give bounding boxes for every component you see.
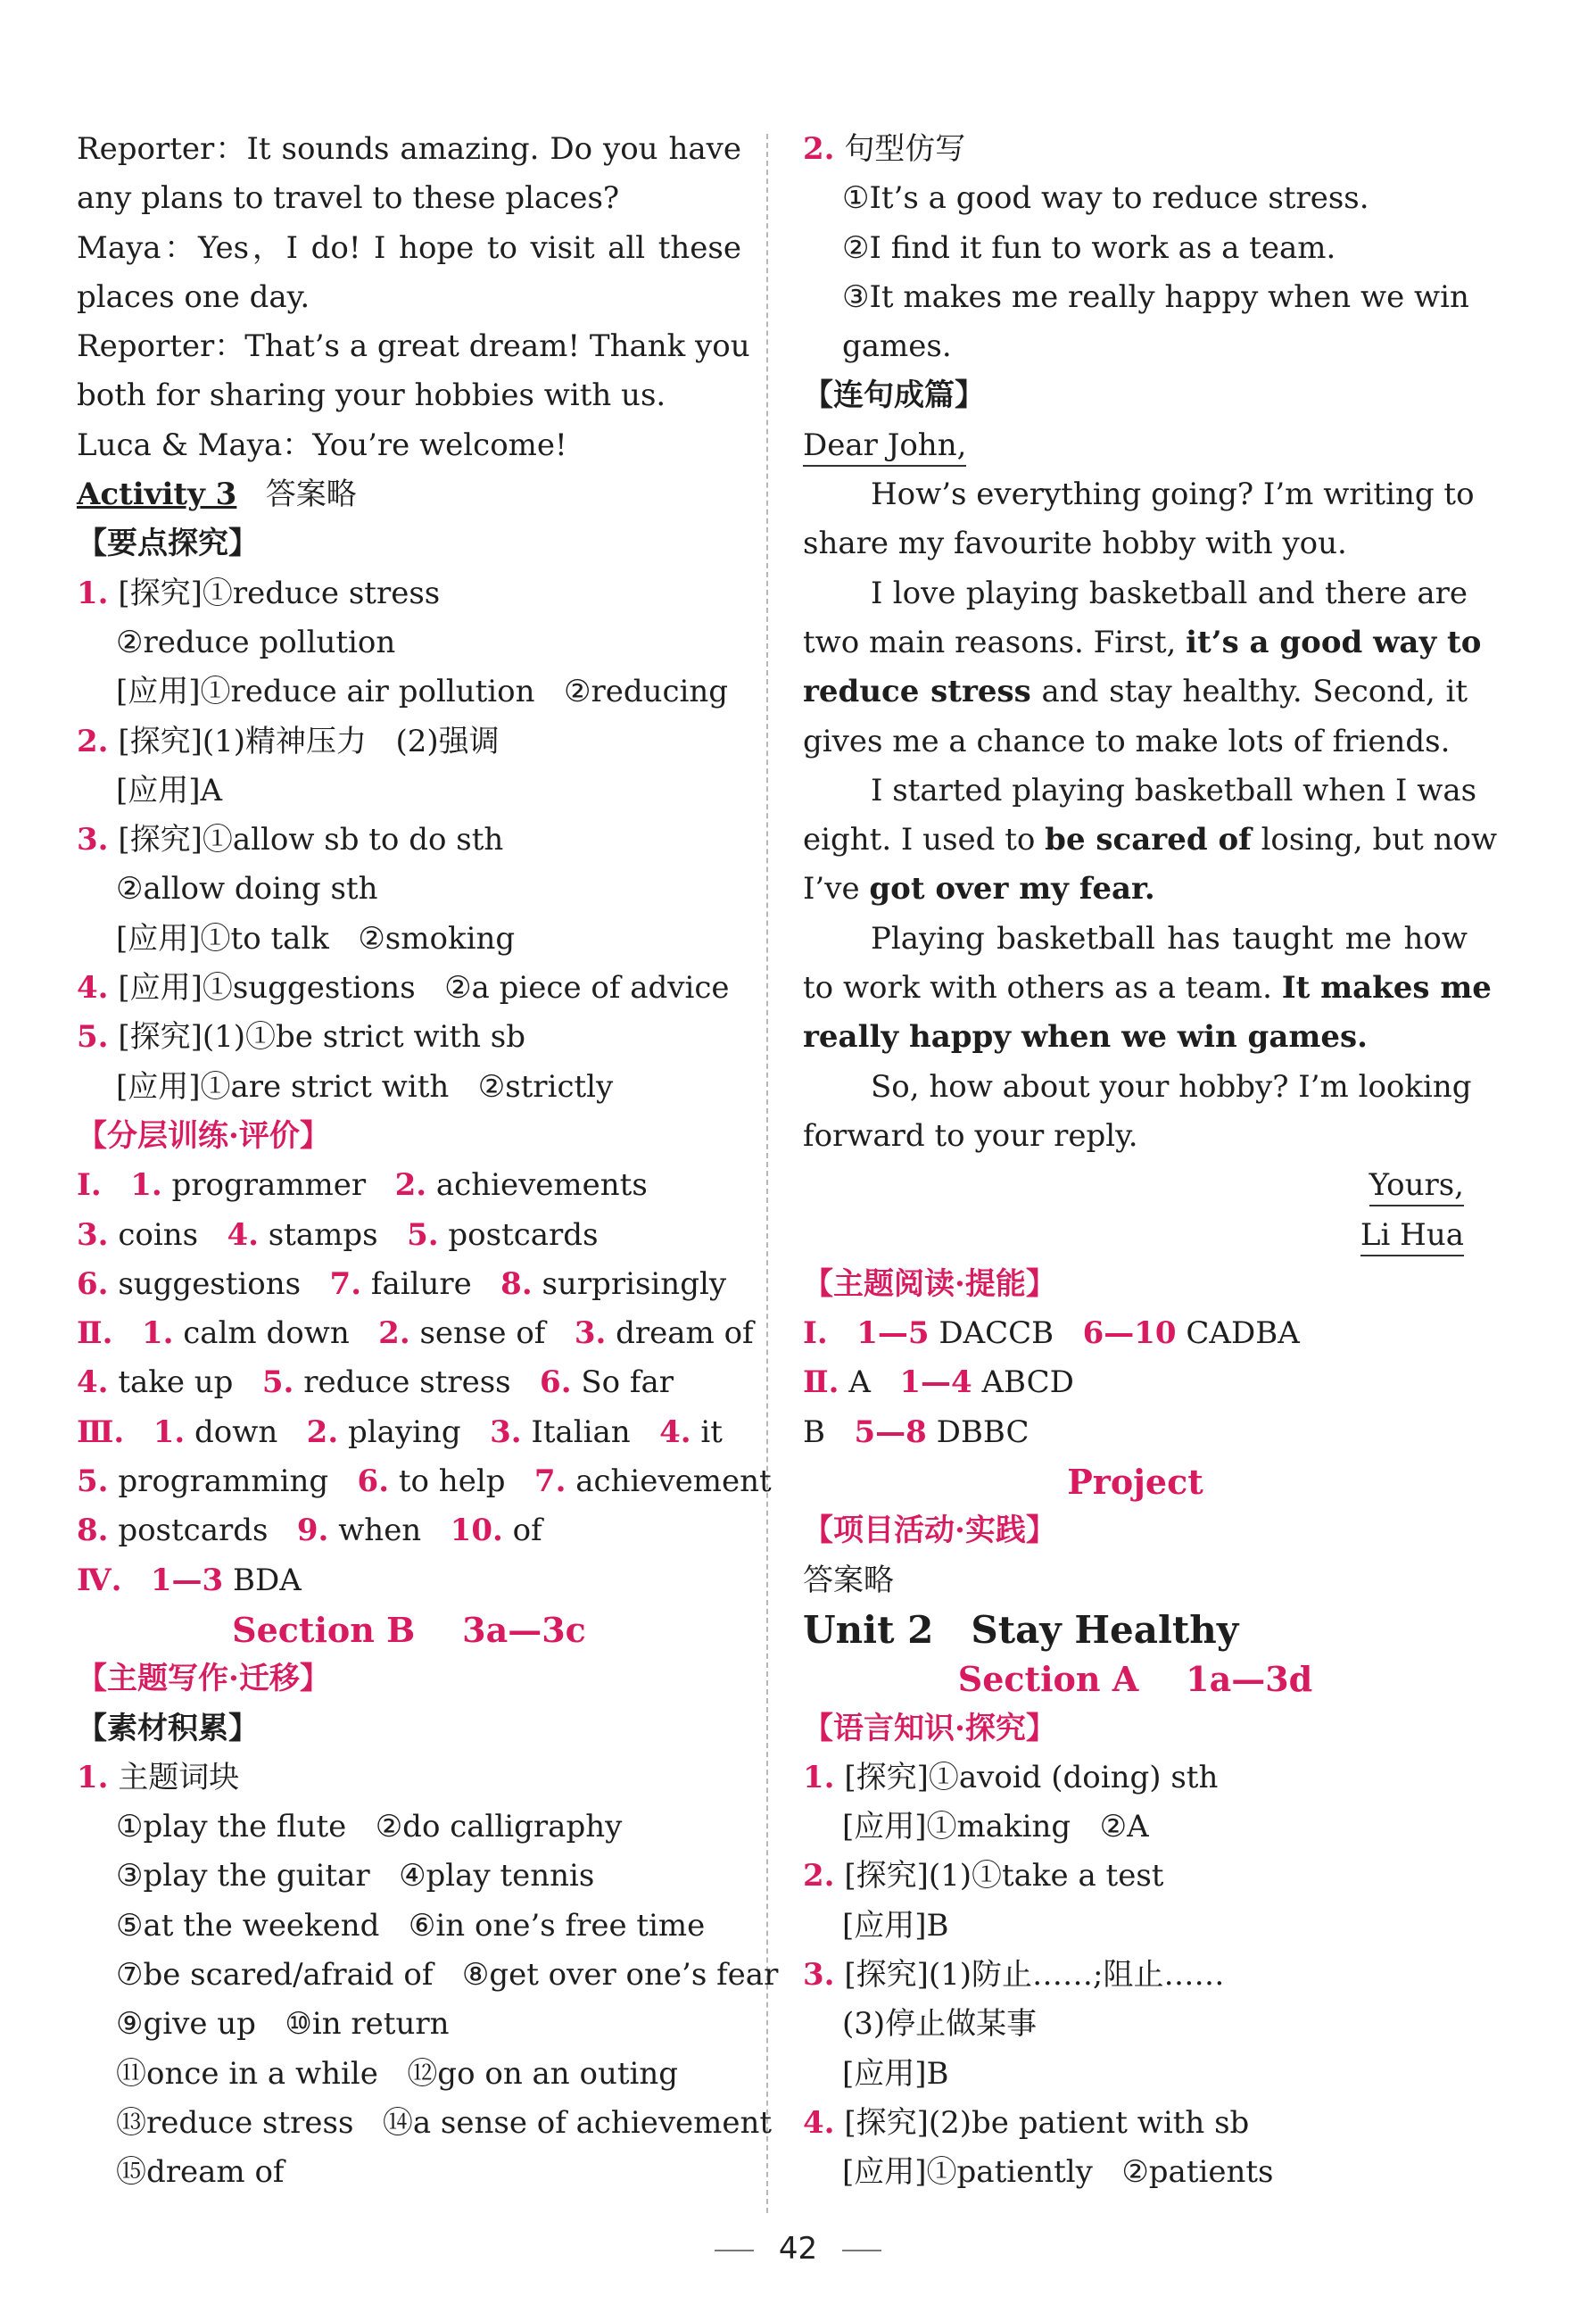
- phrase-row: [77, 2050, 741, 2099]
- phrase-item: ⑭a sense of achievement: [382, 2104, 773, 2141]
- phrase-row: [77, 2148, 741, 2197]
- answer-number: 6—10: [1082, 1315, 1177, 1352]
- imitation-line: ①It’s a good way to reduce stress.: [842, 180, 1369, 217]
- lang-text: ②patients: [1121, 2154, 1274, 2191]
- kp-text: [应用]①are strict with: [116, 1068, 450, 1105]
- answer-text: sense of: [419, 1315, 546, 1352]
- phrase-item: ⑧get over one’s fear: [461, 1956, 779, 1993]
- essay-line: forward to your reply.: [803, 1117, 1138, 1154]
- phrase-row: [77, 1852, 741, 1901]
- dialogue-line: Reporter：That’s a great dream! Thank you: [77, 328, 750, 365]
- answer-number: 10.: [450, 1513, 503, 1549]
- answer-text: achievement: [575, 1463, 772, 1500]
- essay-line: share my favourite hobby with you.: [803, 526, 1347, 562]
- answer-text: calm down: [183, 1315, 350, 1352]
- answer-text: achievements: [435, 1167, 648, 1204]
- lang-text: ②A: [1099, 1809, 1149, 1845]
- lang-item-1: [803, 1753, 1468, 1803]
- kp-item-1-c: [77, 667, 741, 717]
- answer-text: DACCB: [939, 1315, 1054, 1352]
- layered-heading: 【分层训练·评价】: [77, 1117, 330, 1154]
- reading-answer-row: [803, 1408, 1468, 1457]
- answer-text: ABCD: [981, 1364, 1074, 1401]
- item-number: 5.: [77, 1019, 109, 1056]
- phrase-item: ⑥in one’s free time: [408, 1907, 706, 1944]
- kp-item-2-c: [应用]A: [116, 772, 223, 808]
- answer-text: it: [700, 1414, 723, 1450]
- kp-text: (2)强调: [395, 723, 500, 759]
- section-a-range: 1a—3d: [1186, 1659, 1313, 1700]
- answer-text: reduce stress: [303, 1364, 511, 1401]
- essay-bold: got over my fear.: [869, 871, 1155, 908]
- essay-closing: [803, 1161, 1468, 1210]
- answer-number: 8.: [500, 1265, 533, 1302]
- footer-dash: [715, 2250, 754, 2251]
- material-heading: 【素材积累】: [77, 1710, 259, 1746]
- answer-number: Ⅲ.: [77, 1414, 125, 1450]
- answer-number: 1—4: [899, 1364, 972, 1401]
- answer-text: dream of: [616, 1315, 754, 1352]
- kp-text: ②a piece of advice: [444, 970, 730, 1007]
- essay-line: [803, 667, 1468, 717]
- item-number: 2.: [77, 723, 109, 759]
- essay-text: to work with others as a team.: [803, 970, 1272, 1007]
- answer-number: 8.: [77, 1513, 109, 1549]
- answer-text: A: [848, 1364, 871, 1401]
- essay-signature: [803, 1211, 1468, 1260]
- phrase-row: [77, 2099, 773, 2148]
- answer-number: 2.: [394, 1167, 427, 1204]
- answer-text: postcards: [118, 1513, 269, 1549]
- answer-text: CADBA: [1186, 1315, 1300, 1352]
- answer-text: BDA: [233, 1562, 302, 1598]
- section-a-title: [803, 1654, 1468, 1704]
- lang-item-2: [803, 1852, 1468, 1901]
- answer-number: Ⅱ.: [803, 1364, 839, 1401]
- answer-number: 5.: [77, 1463, 109, 1500]
- essay-line: [803, 618, 1482, 667]
- answer-number: 1.: [130, 1167, 162, 1204]
- layered-answer-row: [77, 1408, 741, 1457]
- phrase-item: ⑨give up: [116, 2006, 256, 2043]
- kp-item-5-b: [77, 1063, 741, 1112]
- phrase-list: [77, 1803, 779, 2197]
- item-number: 3.: [803, 1956, 835, 1993]
- answer-number: 6.: [540, 1364, 572, 1401]
- layered-answer-row: [77, 1556, 741, 1605]
- project-heading: 【项目活动·实践】: [803, 1513, 1056, 1549]
- lang-item-3-c: [应用]B: [842, 2055, 949, 2092]
- item-number: 2.: [803, 131, 835, 167]
- kp-text: [探究]①reduce stress: [118, 575, 441, 611]
- language-heading: 【语言知识·探究】: [803, 1710, 1056, 1746]
- phrase-item: ①play the flute: [116, 1809, 347, 1845]
- section-b-range: 3a—3c: [462, 1609, 586, 1650]
- answer-text: coins: [118, 1216, 199, 1253]
- essay-line: I love playing basketball and there are: [871, 575, 1468, 611]
- phrase-row: [77, 1902, 741, 1951]
- lang-item-4: [803, 2099, 1468, 2148]
- imitation-line: ③It makes me really happy when we win: [842, 278, 1469, 315]
- answer-number: 2.: [306, 1414, 339, 1450]
- project-title: Project: [1067, 1462, 1203, 1503]
- essay-bold: be scared of: [1045, 822, 1252, 858]
- lang-item-4-b: [803, 2148, 1468, 2197]
- answer-number: 1.: [153, 1414, 186, 1450]
- essay-line: [803, 964, 1492, 1013]
- lang-item-1-b: [803, 1803, 1468, 1852]
- answer-text: So far: [581, 1364, 674, 1401]
- essay-bold: It makes me: [1281, 970, 1492, 1007]
- section-b-label: Section B: [232, 1609, 416, 1650]
- item-number: 1.: [77, 575, 109, 611]
- answer-text: take up: [118, 1364, 234, 1401]
- phrase-item: ⑦be scared/afraid of: [116, 1956, 434, 1993]
- lang-text: [探究]①avoid (doing) sth: [844, 1759, 1219, 1795]
- right-column: [803, 125, 1498, 2197]
- essay-heading: 【连句成篇】: [803, 377, 985, 414]
- kp-text: ②smoking: [358, 920, 516, 957]
- dialogue-line: both for sharing your hobbies with us.: [77, 377, 666, 414]
- answer-text: to help: [398, 1463, 506, 1500]
- answer-text: programmer: [171, 1167, 367, 1204]
- phrase-item: ⑫go on an outing: [407, 2055, 679, 2092]
- answer-text: surprisingly: [542, 1265, 727, 1302]
- layered-answer-row: [77, 1161, 741, 1210]
- page-footer: [0, 2231, 1596, 2267]
- phrase-item: ②do calligraphy: [375, 1809, 623, 1845]
- item-number: 2.: [803, 1858, 835, 1894]
- essay-line: How’s everything going? I’m writing to: [871, 477, 1475, 513]
- kp-text: [应用]①reduce air pollution: [116, 674, 535, 710]
- dialogue-line: any plans to travel to these places?: [77, 180, 620, 217]
- dialogue-line: Luca & Maya：You’re welcome!: [77, 427, 567, 463]
- left-column: [77, 125, 779, 2197]
- item-number: 1.: [77, 1759, 109, 1795]
- phrase-item: ⑮dream of: [116, 2154, 285, 2191]
- item-number: 1.: [803, 1759, 835, 1795]
- layered-answer-row: [77, 1506, 741, 1555]
- essay-text: I’ve: [803, 871, 860, 908]
- phrase-item: ③play the guitar: [116, 1858, 370, 1894]
- answer-text: programming: [118, 1463, 329, 1500]
- page-number: 42: [778, 2231, 818, 2267]
- essay-text: losing, but now: [1261, 822, 1498, 858]
- answer-text: suggestions: [118, 1265, 302, 1302]
- kp-item-1-b: ②reduce pollution: [116, 624, 396, 660]
- answer-number: 3.: [574, 1315, 607, 1352]
- theme-title: 主题词块: [118, 1759, 240, 1795]
- item-number: 4.: [77, 970, 109, 1007]
- layered-answer-row: [77, 1211, 741, 1260]
- dialogue-line: places one day.: [77, 278, 310, 315]
- answer-number: 9.: [296, 1513, 329, 1549]
- reading-answer-row: [803, 1309, 1468, 1358]
- kp-text: [探究]①allow sb to do sth: [118, 822, 504, 858]
- answer-text: stamps: [268, 1216, 378, 1253]
- layered-answer-row: [77, 1260, 741, 1309]
- column-divider: [766, 134, 768, 2213]
- answer-number: 5—8: [854, 1414, 927, 1450]
- answer-number: 1—3: [150, 1562, 224, 1598]
- reading-answers: [803, 1309, 1468, 1457]
- answer-text: postcards: [448, 1216, 599, 1253]
- kp-item-2: [77, 717, 741, 767]
- imitation-label: 句型仿写: [844, 131, 966, 167]
- key-points-heading: 【要点探究】: [77, 526, 259, 562]
- answer-text: failure: [370, 1265, 472, 1302]
- essay-line: [803, 865, 1468, 914]
- dialogue-line: Maya：Yes，I do! I hope to visit all these: [77, 229, 741, 266]
- answer-number: 4.: [77, 1364, 109, 1401]
- kp-text: ②reducing: [563, 674, 729, 710]
- essay-bold: reduce stress: [803, 674, 1031, 710]
- answer-text: when: [338, 1513, 422, 1549]
- essay-line: really happy when we win games.: [803, 1019, 1368, 1056]
- answer-text: DBBC: [936, 1414, 1030, 1450]
- essay-text: two main reasons. First,: [803, 624, 1177, 660]
- phrase-item: ⑪once in a while: [116, 2055, 378, 2092]
- answer-number: 7.: [329, 1265, 362, 1302]
- answer-number: 7.: [533, 1463, 566, 1500]
- answer-number: 5.: [261, 1364, 294, 1401]
- activity3-answer: 答案略: [265, 477, 357, 513]
- signature-text: Li Hua: [1360, 1215, 1464, 1256]
- lang-text: [探究](1)防止……;阻止……: [844, 1956, 1225, 1993]
- phrase-item: ⑤at the weekend: [116, 1907, 380, 1944]
- answer-number: 6.: [77, 1265, 109, 1302]
- project-answer: 答案略: [803, 1562, 894, 1598]
- activity3-line: [77, 470, 741, 519]
- answer-number: 4.: [227, 1216, 259, 1253]
- kp-text: [探究](1)①be strict with sb: [118, 1019, 526, 1056]
- answer-number: 4.: [659, 1414, 691, 1450]
- closing-text: Yours,: [1369, 1165, 1464, 1206]
- answer-number: 3.: [490, 1414, 522, 1450]
- writing-heading: 【主题写作·迁移】: [77, 1661, 330, 1697]
- kp-item-5: [77, 1013, 741, 1062]
- essay-bold: it’s a good way to: [1186, 624, 1482, 660]
- phrase-row: [77, 1803, 741, 1852]
- kp-text: ②strictly: [477, 1068, 614, 1105]
- essay-line: [803, 816, 1498, 865]
- phrase-item: ⑩in return: [285, 2006, 450, 2043]
- answer-number: Ⅰ.: [803, 1315, 828, 1352]
- essay-greeting: [803, 421, 1468, 470]
- answer-text: B: [803, 1414, 825, 1450]
- answer-number: 1.: [141, 1315, 174, 1352]
- essay-line: gives me a chance to make lots of friends.: [803, 723, 1451, 759]
- answer-number: 3.: [77, 1216, 109, 1253]
- lang-item-2-b: [应用]B: [842, 1907, 949, 1944]
- unit-title: Unit 2 Stay Healthy: [803, 1607, 1239, 1652]
- answer-text: Italian: [531, 1414, 631, 1450]
- essay-line: I started playing basketball when I was: [871, 772, 1477, 808]
- kp-item-1: [77, 569, 741, 618]
- phrase-row: [77, 1951, 779, 2000]
- essay-text: eight. I used to: [803, 822, 1036, 858]
- layered-answer-row: [77, 1457, 772, 1506]
- lang-item-3: [803, 1951, 1468, 2000]
- answer-number: 1—5: [856, 1315, 930, 1352]
- lang-text: [应用]①patiently: [842, 2154, 1093, 2191]
- kp-item-3-c: [77, 915, 741, 964]
- imitation-title: [803, 125, 1468, 174]
- answer-number: 6.: [357, 1463, 390, 1500]
- lang-text: [探究](1)①take a test: [844, 1858, 1164, 1894]
- item-number: 3.: [77, 822, 109, 858]
- reading-answer-row: [803, 1358, 1468, 1407]
- kp-item-3-b: ②allow doing sth: [116, 871, 378, 908]
- answer-text: of: [512, 1513, 542, 1549]
- dialogue-line: Reporter：It sounds amazing. Do you have: [77, 131, 741, 167]
- greeting-text: Dear John,: [803, 426, 966, 467]
- answer-text: playing: [347, 1414, 461, 1450]
- answer-number: 5.: [407, 1216, 439, 1253]
- kp-text: [应用]①suggestions: [118, 970, 416, 1007]
- layered-answer-row: [77, 1358, 741, 1407]
- imitation-line: games.: [842, 328, 952, 365]
- kp-text: [探究](1)精神压力: [118, 723, 368, 759]
- section-b-title: [77, 1605, 741, 1654]
- kp-item-3: [77, 816, 741, 865]
- layered-answers: [77, 1161, 772, 1605]
- essay-line: Playing basketball has taught me how: [871, 920, 1468, 957]
- answer-number: Ⅱ.: [77, 1315, 113, 1352]
- theme-phrases-title: [77, 1753, 741, 1803]
- answer-text: down: [194, 1414, 278, 1450]
- kp-text: [应用]①to talk: [116, 920, 329, 957]
- phrase-item: ④play tennis: [399, 1858, 595, 1894]
- essay-text: and stay healthy. Second, it: [1041, 674, 1468, 710]
- footer-dash: [842, 2250, 881, 2251]
- essay-line: So, how about your hobby? I’m looking: [871, 1068, 1472, 1105]
- phrase-row: [77, 2000, 741, 2049]
- answer-number: 2.: [378, 1315, 410, 1352]
- kp-item-4: [77, 964, 741, 1013]
- answer-number: Ⅳ.: [77, 1562, 122, 1598]
- lang-text: [应用]①making: [842, 1809, 1071, 1845]
- activity3-label: Activity 3: [77, 477, 237, 513]
- lang-text: [探究](2)be patient with sb: [844, 2104, 1250, 2141]
- answer-number: Ⅰ.: [77, 1167, 102, 1204]
- imitation-line: ②I find it fun to work as a team.: [842, 229, 1336, 266]
- section-a-label: Section A: [957, 1659, 1139, 1700]
- reading-heading: 【主题阅读·提能】: [803, 1265, 1056, 1302]
- layered-answer-row: [77, 1309, 754, 1358]
- lang-item-3-b: (3)停止做某事: [842, 2006, 1038, 2043]
- item-number: 4.: [803, 2104, 835, 2141]
- phrase-item: ⑬reduce stress: [116, 2104, 354, 2141]
